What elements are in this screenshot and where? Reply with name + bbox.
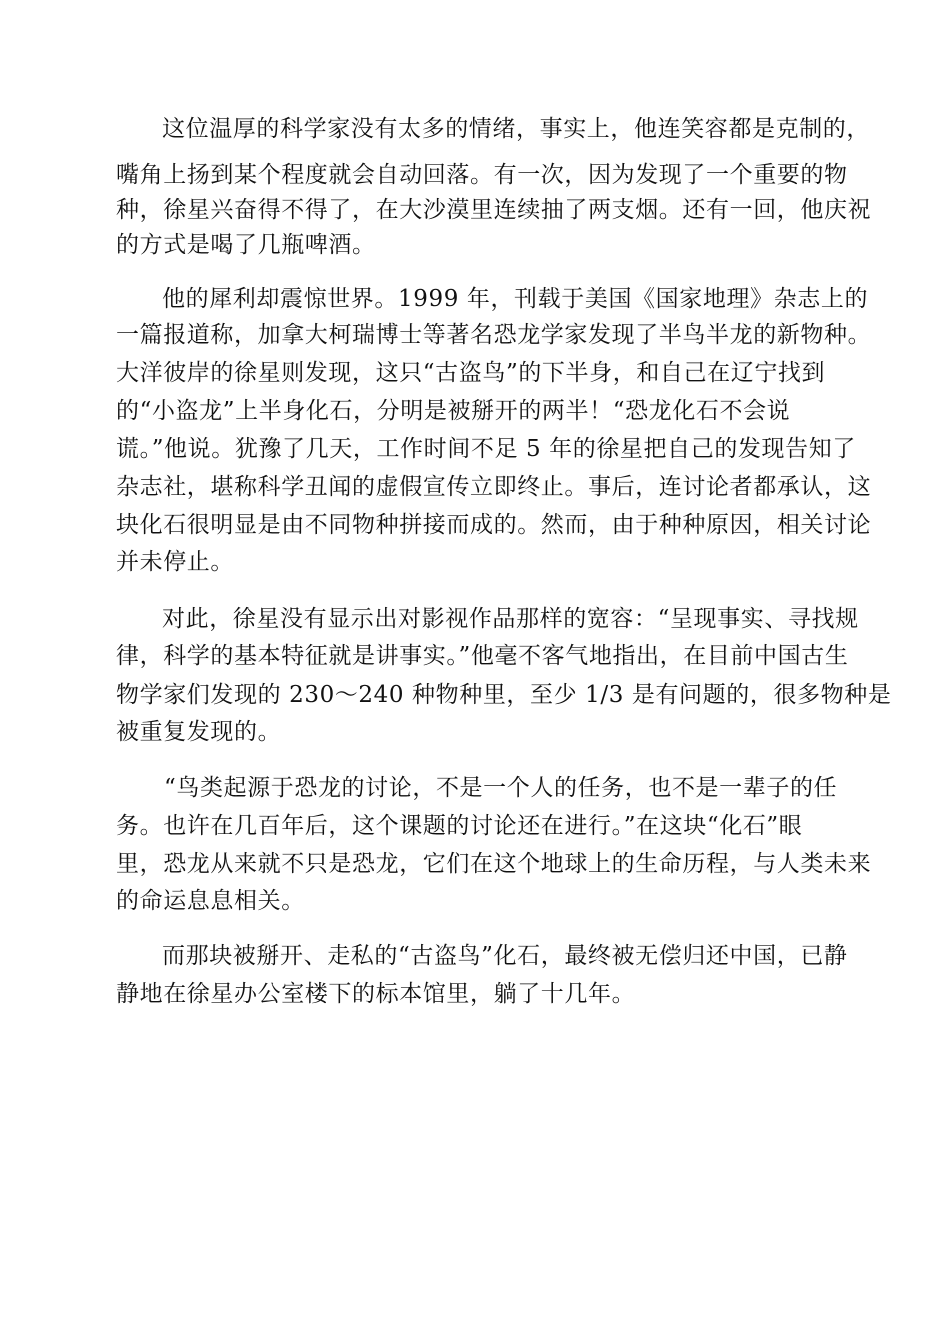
paragraph-line: 对此，徐星没有显示出对影视作品那样的宽容：“呈现事实、寻找规 bbox=[162, 606, 859, 632]
paragraph-line: 种，徐星兴奋得不得了，在大沙漠里连续抽了两支烟。还有一回，他庆祝 bbox=[116, 197, 872, 223]
paragraph-line: 一篇报道称，加拿大柯瑞博士等著名恐龙学家发现了半鸟半龙的新物种。 bbox=[116, 322, 872, 348]
paragraph-line: 并未停止。 bbox=[116, 549, 234, 575]
paragraph-line: 这位温厚的科学家没有太多的情绪，事实上，他连笑容都是克制的， bbox=[162, 116, 870, 142]
paragraph-line: 他的犀利却震惊世界。1999 年，刊载于美国《国家地理》杂志上的 bbox=[162, 286, 869, 312]
paragraph-line: 的方式是喝了几瓶啤酒。 bbox=[116, 232, 376, 258]
paragraph-line: 律，科学的基本特征就是讲事实。”他毫不客气地指出，在目前中国古生 bbox=[116, 643, 849, 669]
paragraph-line: 杂志社，堪称科学丑闻的虚假宣传立即终止。事后，连讨论者都承认，这 bbox=[116, 474, 872, 500]
paragraph-line: 块化石很明显是由不同物种拼接而成的。然而，由于种种原因，相关讨论 bbox=[116, 512, 872, 538]
paragraph-line: 被重复发现的。 bbox=[116, 719, 282, 745]
paragraph-line: 物学家们发现的 230～240 种物种里，至少 1/3 是有问题的，很多物种是 bbox=[116, 682, 892, 708]
paragraph-line: 里，恐龙从来就不只是恐龙，它们在这个地球上的生命历程，与人类未来 bbox=[116, 851, 872, 877]
paragraph-line: 而那块被掰开、走私的“古盗鸟”化石，最终被无偿归还中国，已静 bbox=[162, 943, 848, 969]
paragraph-line: 谎。”他说。犹豫了几天，工作时间不足 5 年的徐星把自己的发现告知了 bbox=[116, 436, 856, 462]
paragraph-line: 嘴角上扬到某个程度就会自动回落。有一次，因为发现了一个重要的物 bbox=[116, 162, 848, 188]
paragraph-line: 静地在徐星办公室楼下的标本馆里，躺了十几年。 bbox=[116, 981, 636, 1007]
paragraph-line: 大洋彼岸的徐星则发现，这只“古盗鸟”的下半身，和自己在辽宁找到 bbox=[116, 360, 826, 386]
paragraph-line: 务。也许在几百年后，这个课题的讨论还在进行。”在这块“化石”眼 bbox=[116, 813, 803, 839]
paragraph-line: 的“小盗龙”上半身化石，分明是被掰开的两半！“恐龙化石不会说 bbox=[116, 398, 791, 424]
paragraph-line: “鸟类起源于恐龙的讨论，不是一个人的任务，也不是一辈子的任 bbox=[164, 775, 838, 801]
paragraph-line: 的命运息息相关。 bbox=[116, 888, 305, 914]
